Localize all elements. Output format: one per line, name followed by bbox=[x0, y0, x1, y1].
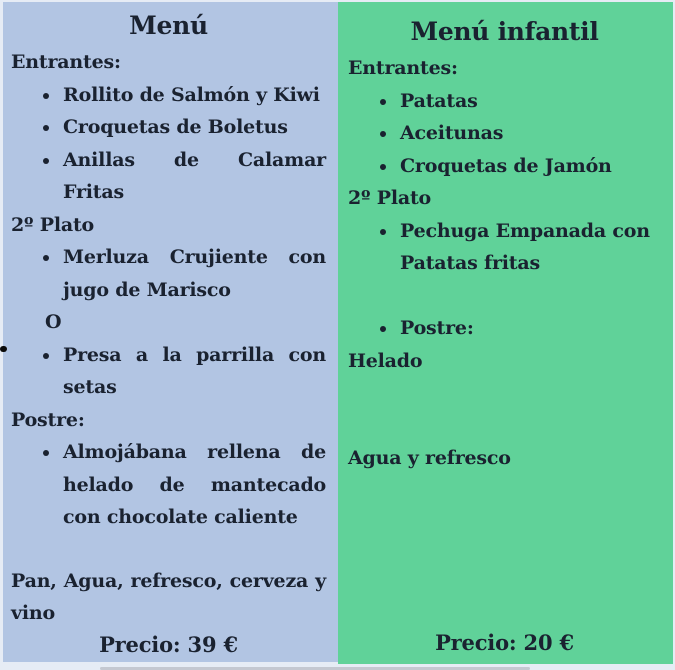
menu-item: • Presa a la parrilla con setas bbox=[61, 339, 326, 404]
menu-item: • Patatas bbox=[398, 85, 661, 118]
menu-item: • Pechuga Empanada con Patatas fritas bbox=[398, 215, 661, 280]
adult-menu-title: Menú bbox=[129, 11, 208, 40]
adult-segundo-list-2 bbox=[11, 339, 326, 404]
adult-segundo-list bbox=[11, 241, 326, 306]
kids-postre-list bbox=[348, 312, 661, 345]
menu-item: • Croquetas de Boletus bbox=[61, 111, 326, 144]
edge-smudge-artifact bbox=[0, 346, 7, 352]
menu-item: • Anillas de Calamar Fritas bbox=[61, 144, 326, 209]
adult-entrantes-list bbox=[11, 79, 326, 209]
kids-menu-title: Menú infantil bbox=[410, 17, 599, 46]
spacer bbox=[348, 280, 661, 313]
menu-item: • Rollito de Salmón y Kiwi bbox=[61, 79, 326, 112]
kids-entrantes-heading: Entrantes: bbox=[348, 57, 458, 79]
menu-item: • Postre: bbox=[398, 312, 661, 345]
kids-menu-price: Precio: 20 € bbox=[435, 630, 574, 655]
kids-menu-panel bbox=[338, 2, 673, 664]
menu-item: • Merluza Crujiente con jugo de Marisco bbox=[61, 241, 326, 306]
kids-entrantes-list bbox=[348, 85, 661, 183]
spacer bbox=[348, 377, 661, 442]
kids-segundo-heading: 2º Plato bbox=[348, 187, 432, 209]
adult-entrantes-heading: Entrantes: bbox=[11, 51, 121, 73]
menu-item: • Croquetas de Jamón bbox=[398, 150, 661, 183]
menu-item: • Almojábana rellena de helado de mantecado con chocolate caliente bbox=[61, 436, 326, 534]
or-separator: O bbox=[45, 311, 62, 333]
adult-included-drinks: Pan, Agua, refresco, cerveza y vino bbox=[11, 569, 326, 624]
adult-menu-panel bbox=[3, 2, 338, 662]
adult-segundo-heading: 2º Plato bbox=[11, 213, 95, 236]
kids-postre-item: Helado bbox=[348, 349, 423, 372]
adult-menu-price: Precio: 39 € bbox=[99, 631, 238, 657]
kids-included-drinks: Agua y refresco bbox=[348, 447, 511, 469]
adult-postre-heading: Postre: bbox=[11, 408, 85, 431]
adult-postre-list bbox=[11, 436, 326, 534]
menu-item: • Aceitunas bbox=[398, 117, 661, 150]
kids-segundo-list bbox=[348, 215, 661, 280]
